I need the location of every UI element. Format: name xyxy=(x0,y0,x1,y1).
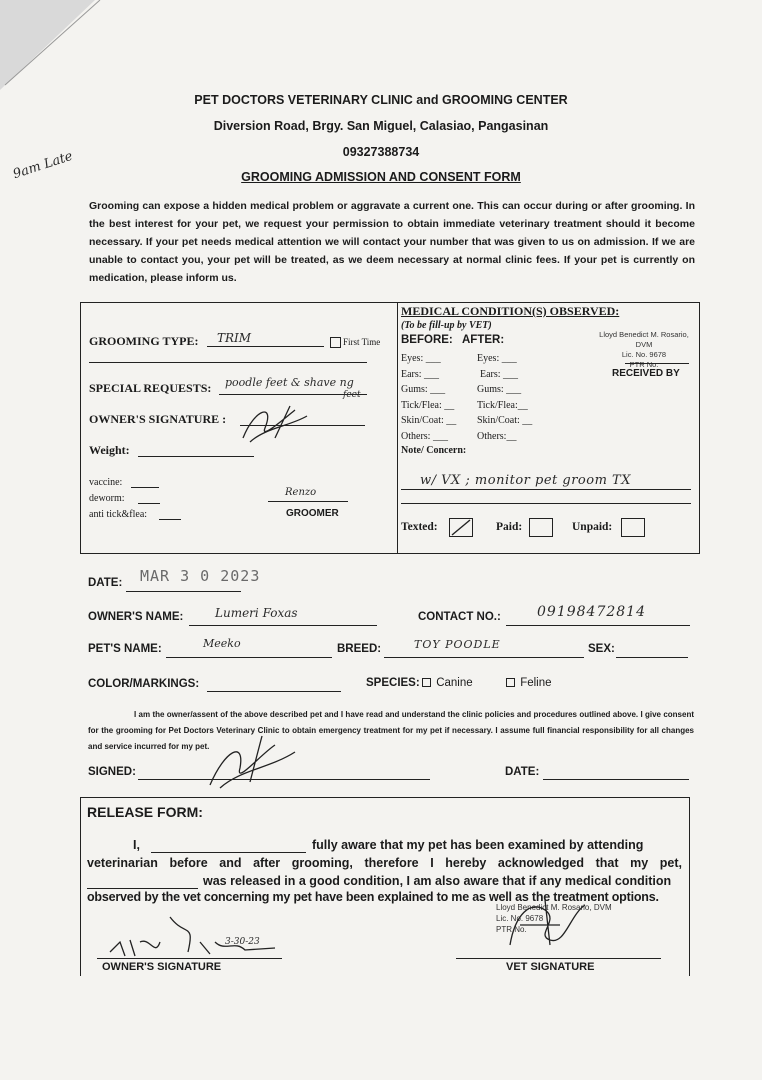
after-item: Skin/Coat: __ xyxy=(477,415,533,427)
unpaid-checkbox[interactable] xyxy=(621,518,645,537)
after-label: AFTER: xyxy=(462,334,505,346)
pet-name-value: Meeko xyxy=(203,637,241,650)
feline-checkbox[interactable] xyxy=(506,678,515,687)
release-name-line xyxy=(151,852,306,853)
release-text-1: fully aware that my pet has been examined by attending xyxy=(312,838,644,852)
release-i: I, xyxy=(133,838,140,852)
owner-name-line xyxy=(189,625,377,626)
after-list xyxy=(477,351,532,445)
breed-label: BREED: xyxy=(337,643,382,655)
owner-name-value: Lumeri Foxas xyxy=(215,606,298,620)
clinic-address: Diversion Road, Brgy. San Miguel, Calasiao, Pangasinan xyxy=(213,119,549,133)
release-pet-line xyxy=(87,888,198,889)
after-item: Tick/Flea:__ xyxy=(477,399,528,411)
grooming-type-line xyxy=(207,346,324,347)
box-divider xyxy=(397,302,398,553)
first-time-label: First Time xyxy=(343,337,381,347)
date-line xyxy=(126,591,241,592)
pet-name-line xyxy=(166,657,332,658)
grooming-type-value: TRIM xyxy=(217,331,252,345)
owner-signature-label: OWNER'S SIGNATURE : xyxy=(89,412,227,426)
before-item: Others: ___ xyxy=(401,430,448,442)
medical-title: MEDICAL CONDITION(S) OBSERVED: xyxy=(401,304,620,318)
form-title: GROOMING ADMISSION AND CONSENT FORM xyxy=(241,170,521,184)
consent-paragraph: I am the owner/assent of the above described pet and I have read and understand the clinic policies and procedures outlined above. I give consent for the grooming for Pet Doctors Veterinary Clinic to obtain emergency treatment for my pet if necessary. I assume full financial responsibility for all changes and service incurred for my pet. xyxy=(88,710,694,751)
release-vet-signature-label: VET SIGNATURE xyxy=(506,961,595,973)
species-label: SPECIES: xyxy=(366,677,420,689)
feline-label: Feline xyxy=(520,677,552,689)
after-item: Others:__ xyxy=(477,430,517,442)
note-line-1 xyxy=(401,489,691,490)
release-owner-signature-mark xyxy=(100,912,290,960)
color-line xyxy=(207,691,341,692)
ptr-line xyxy=(625,363,689,364)
special-requests-value-2: feet xyxy=(343,390,361,400)
vet-signature-line xyxy=(456,958,661,959)
unpaid-label: Unpaid: xyxy=(572,521,613,533)
vet-stamp: Lloyd Benedict M. Rosario, DVM Lic. No. 9678 PTR No. xyxy=(599,330,689,369)
paid-label: Paid: xyxy=(496,521,523,533)
texted-label: Texted: xyxy=(401,521,438,533)
owner-name-label: OWNER'S NAME: xyxy=(88,611,184,623)
date-stamp-value: MAR 3 0 2023 xyxy=(140,567,261,585)
signed-date-line xyxy=(543,779,689,780)
before-list xyxy=(401,351,456,445)
owner-signature-line-release xyxy=(97,958,282,959)
texted-checkbox[interactable] xyxy=(449,518,473,537)
pet-name-label: PET'S NAME: xyxy=(88,643,162,655)
canine-label: Canine xyxy=(436,677,473,689)
color-label: COLOR/MARKINGS: xyxy=(88,678,200,690)
deworm-line xyxy=(138,503,160,504)
signed-date-label: DATE: xyxy=(505,766,540,778)
before-item: Skin/Coat: __ xyxy=(401,415,457,427)
release-text-3: was released in a good condition, I am also aware that if any medical condition xyxy=(203,874,672,888)
owner-signature-mark xyxy=(235,398,315,446)
paid-checkbox[interactable] xyxy=(529,518,553,537)
vaccine-label: vaccine: xyxy=(89,477,123,488)
scan-corner-shadow xyxy=(0,0,120,100)
weight-label: Weight: xyxy=(89,443,130,457)
release-vet-stamp: Lloyd Benedict M. Rosario, DVM Lic. No. 9678 PTR No. xyxy=(496,903,612,934)
release-title: RELEASE FORM: xyxy=(87,804,203,820)
contact-value: 09198472814 xyxy=(537,604,646,620)
after-item: Eyes: ___ xyxy=(477,353,517,364)
vet-signature-mark xyxy=(490,895,600,950)
release-text-2: veterinarian before and after grooming, therefore I hereby acknowledged that my pet, xyxy=(87,856,682,870)
clinic-phone: 09327388734 xyxy=(342,145,420,159)
anti-tick-label: anti tick&flea: xyxy=(89,509,148,520)
note-label: Note/ Concern: xyxy=(401,445,467,456)
contact-label: CONTACT NO.: xyxy=(418,611,501,623)
date-label: DATE: xyxy=(88,577,123,589)
note-value: w/ VX ; monitor pet groom TX xyxy=(420,473,631,488)
clinic-name: PET DOCTORS VETERINARY CLINIC and GROOMING CENTER xyxy=(194,93,568,107)
special-requests-value: poodle feet & shave ng xyxy=(225,376,354,389)
grooming-extra-line xyxy=(89,362,367,363)
consent-signature-mark xyxy=(200,730,310,790)
after-item: Ears: ___ xyxy=(480,368,519,380)
sex-label: SEX: xyxy=(588,643,615,655)
before-label: BEFORE: xyxy=(401,334,453,346)
grooming-type-label: GROOMING TYPE: xyxy=(89,334,199,348)
received-by-label: RECEIVED BY xyxy=(612,368,680,379)
release-owner-date: 3-30-23 xyxy=(225,937,260,947)
anti-tick-line xyxy=(159,519,181,520)
note-line-2 xyxy=(401,503,691,504)
groomer-label: GROOMER xyxy=(286,508,339,519)
release-text-4: observed by the vet concerning my pet have been explained to me as well as the treatment options. xyxy=(87,890,659,904)
deworm-label: deworm: xyxy=(89,493,125,504)
first-time-checkbox[interactable] xyxy=(330,337,341,348)
canine-checkbox[interactable] xyxy=(422,678,431,687)
medical-subtitle: (To be fill-up by VET) xyxy=(401,320,492,331)
before-item: Tick/Flea: __ xyxy=(401,399,455,411)
signed-line xyxy=(138,779,430,780)
after-item: Gums: ___ xyxy=(477,384,522,396)
before-item: Ears: ___ xyxy=(401,368,440,380)
breed-line xyxy=(384,657,584,658)
groomer-value: Renzo xyxy=(285,487,317,498)
release-owner-signature-label: OWNER'S SIGNATURE xyxy=(102,961,222,973)
before-item: Gums: ___ xyxy=(401,384,446,396)
vaccine-line xyxy=(131,487,159,488)
special-requests-label: SPECIAL REQUESTS: xyxy=(89,381,212,395)
breed-value: TOY POODLE xyxy=(414,638,501,651)
weight-line xyxy=(138,456,254,457)
groomer-line xyxy=(268,501,348,502)
intro-paragraph: Grooming can expose a hidden medical problem or aggravate a current one. This can occur during or after grooming. In the best interest for your pet, we request your permission to obtain immediate veterinary treatment should it become necessary. If your pet needs medical attention we will contact your number that was given to us on admission. If we are unable to contact you, your pet will be treated, as we deem necessary at normal clinic fees. If your pet is currently on medication, please inform us. xyxy=(89,200,695,284)
margin-note: 9am Late xyxy=(11,148,75,183)
signed-label: SIGNED: xyxy=(88,766,136,778)
before-item: Eyes: ___ xyxy=(401,353,441,364)
contact-line xyxy=(506,625,690,626)
sex-line xyxy=(616,657,688,658)
